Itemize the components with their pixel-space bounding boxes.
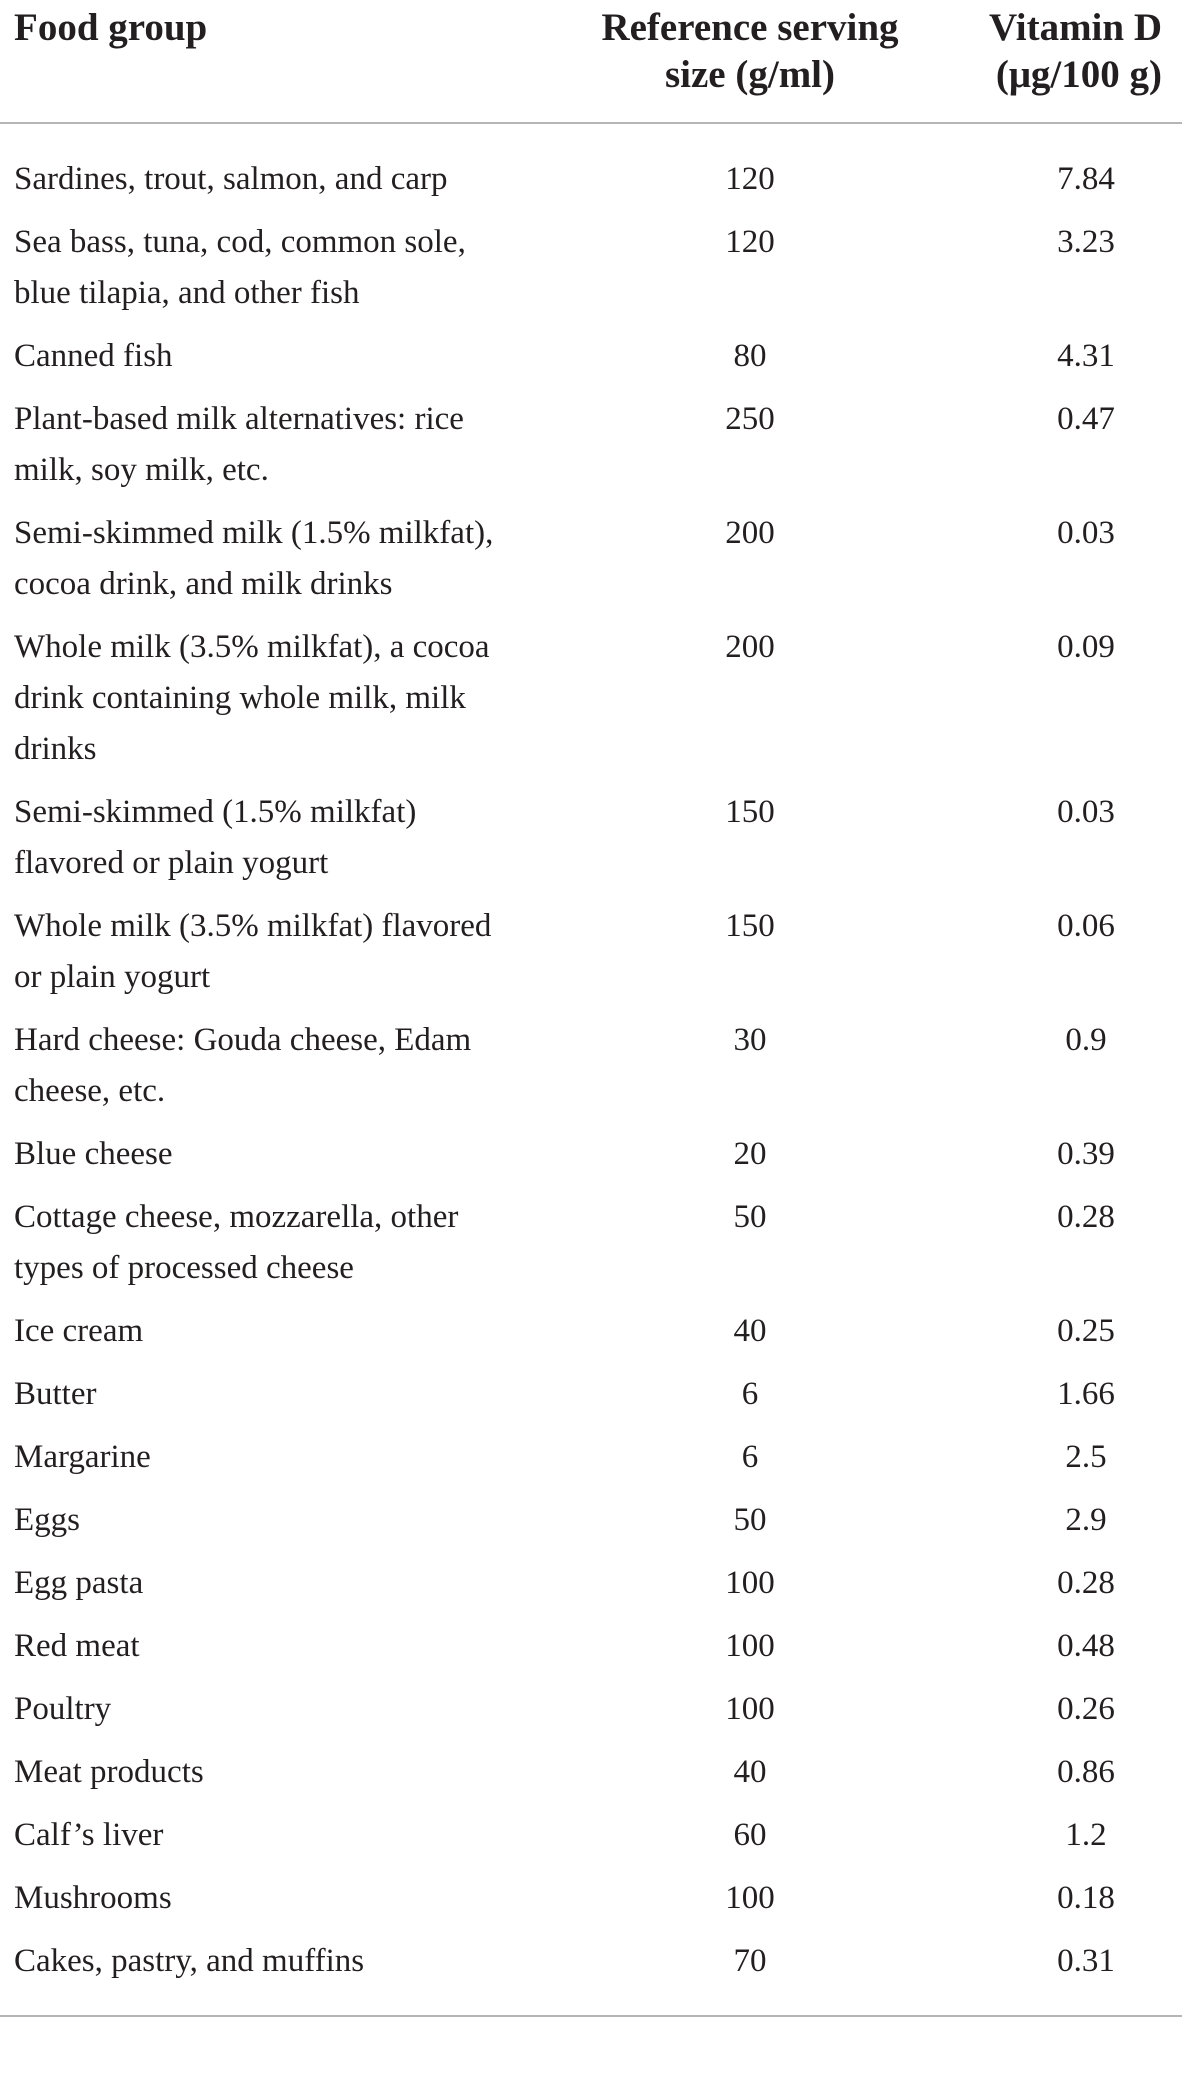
table-row [0, 1123, 1182, 1186]
cell-food-group: Poultry [14, 1691, 112, 1727]
cell-vitamin-d: 7.84 [1057, 161, 1115, 197]
cell-vitamin-d: 0.39 [1057, 1136, 1115, 1172]
cell-vitamin-d: 0.48 [1057, 1628, 1115, 1664]
table-row [0, 1489, 1182, 1552]
table-row [0, 1867, 1182, 1930]
cell-vitamin-d: 0.18 [1057, 1880, 1115, 1916]
cell-serving-size: 120 [725, 161, 775, 197]
cell-food-group: Red meat [14, 1628, 140, 1664]
table-row [0, 123, 1182, 211]
cell-food-group: Sardines, trout, salmon, and carp [14, 161, 448, 197]
table-row [0, 1363, 1182, 1426]
cell-serving-size: 40 [733, 1754, 767, 1790]
table-row [0, 1552, 1182, 1615]
cell-food-group: Margarine [14, 1439, 151, 1475]
cell-vitamin-d: 0.03 [1057, 794, 1115, 830]
cell-vitamin-d: 2.9 [1065, 1502, 1107, 1538]
cell-food-group: Sea bass, tuna, cod, common sole, blue tilapia, and other fish [14, 224, 466, 311]
cell-food-group: Eggs [14, 1502, 80, 1538]
header-vitamin-d: Vitamin D (μg/100 g) [930, 0, 1182, 123]
cell-food-group: Canned fish [14, 338, 173, 374]
cell-food-group: Cakes, pastry, and muffins [0, 1930, 510, 2016]
table-row [0, 1186, 1182, 1300]
cell-serving-size: 100 [725, 1691, 775, 1727]
cell-vitamin-d: 0.9 [1065, 1022, 1107, 1058]
cell-food-group: Semi-skimmed (1.5% milkfat) flavored or plain yogurt [14, 794, 417, 881]
table-row [0, 1804, 1182, 1867]
cell-vitamin-d: 0.06 [1057, 908, 1115, 944]
cell-serving-size: 50 [733, 1502, 767, 1538]
table-row [0, 1678, 1182, 1741]
cell-serving-size: 100 [725, 1628, 775, 1664]
cell-serving-size: 20 [733, 1136, 767, 1172]
header-serving-size: Reference serving size (g/ml) [510, 0, 930, 123]
cell-food-group: Blue cheese [14, 1136, 173, 1172]
cell-serving-size: 250 [725, 401, 775, 437]
cell-serving-size: 120 [725, 224, 775, 260]
cell-vitamin-d: 0.28 [1057, 1199, 1115, 1235]
header-food-group: Food group [0, 0, 510, 123]
cell-vitamin-d: 0.28 [1057, 1565, 1115, 1601]
table-row [0, 1009, 1182, 1123]
table-row [0, 1300, 1182, 1363]
cell-food-group: Plant-based milk alternatives: rice milk, soy milk, etc. [14, 401, 464, 488]
table-row [0, 1426, 1182, 1489]
cell-vitamin-d: 0.47 [1057, 401, 1115, 437]
cell-serving-size: 100 [725, 1565, 775, 1601]
header-row [0, 0, 1182, 123]
cell-serving-size: 30 [733, 1022, 767, 1058]
cell-serving-size: 150 [725, 908, 775, 944]
table-body [0, 123, 1182, 2016]
cell-food-group: Butter [14, 1376, 97, 1412]
cell-food-group: Mushrooms [14, 1880, 172, 1916]
table-row [0, 1615, 1182, 1678]
cell-food-group: Egg pasta [14, 1565, 144, 1601]
cell-vitamin-d: 0.31 [930, 1930, 1182, 2016]
cell-serving-size: 50 [733, 1199, 767, 1235]
cell-vitamin-d: 0.03 [1057, 515, 1115, 551]
table-row [0, 781, 1182, 895]
cell-food-group: Calf’s liver [14, 1817, 164, 1853]
cell-food-group: Meat products [14, 1754, 204, 1790]
table-row [0, 325, 1182, 388]
table-row [0, 502, 1182, 616]
cell-vitamin-d: 0.26 [1057, 1691, 1115, 1727]
cell-food-group: Ice cream [14, 1313, 144, 1349]
cell-vitamin-d: 0.25 [1057, 1313, 1115, 1349]
cell-serving-size: 6 [741, 1439, 759, 1475]
cell-food-group: Whole milk (3.5% milkfat), a cocoa drink containing whole milk, milk drinks [14, 629, 490, 767]
cell-vitamin-d: 0.09 [1057, 629, 1115, 665]
cell-vitamin-d: 0.86 [1057, 1754, 1115, 1790]
cell-serving-size: 60 [733, 1817, 767, 1853]
table-row [0, 616, 1182, 781]
cell-vitamin-d: 1.66 [1057, 1376, 1115, 1412]
cell-food-group: Whole milk (3.5% milkfat) flavored or plain yogurt [14, 908, 492, 995]
cell-serving-size: 150 [725, 794, 775, 830]
cell-vitamin-d: 4.31 [1057, 338, 1115, 374]
table-row [0, 1930, 1182, 2016]
cell-serving-size: 80 [733, 338, 767, 374]
table-header [0, 0, 1182, 123]
cell-food-group: Cottage cheese, mozzarella, other types of processed cheese [14, 1199, 459, 1286]
cell-vitamin-d: 1.2 [1065, 1817, 1107, 1853]
cell-food-group: Hard cheese: Gouda cheese, Edam cheese, etc. [14, 1022, 472, 1109]
table-row [0, 1741, 1182, 1804]
cell-serving-size: 200 [725, 515, 775, 551]
cell-vitamin-d: 3.23 [1057, 224, 1115, 260]
cell-serving-size: 40 [733, 1313, 767, 1349]
cell-serving-size: 100 [725, 1880, 775, 1916]
cell-food-group: Semi-skimmed milk (1.5% milkfat), cocoa drink, and milk drinks [14, 515, 494, 602]
table-row [0, 211, 1182, 325]
cell-serving-size: 70 [510, 1930, 930, 2016]
cell-vitamin-d: 2.5 [1065, 1439, 1107, 1475]
table-row [0, 895, 1182, 1009]
cell-serving-size: 200 [725, 629, 775, 665]
cell-serving-size: 6 [741, 1376, 759, 1412]
table-row [0, 388, 1182, 502]
